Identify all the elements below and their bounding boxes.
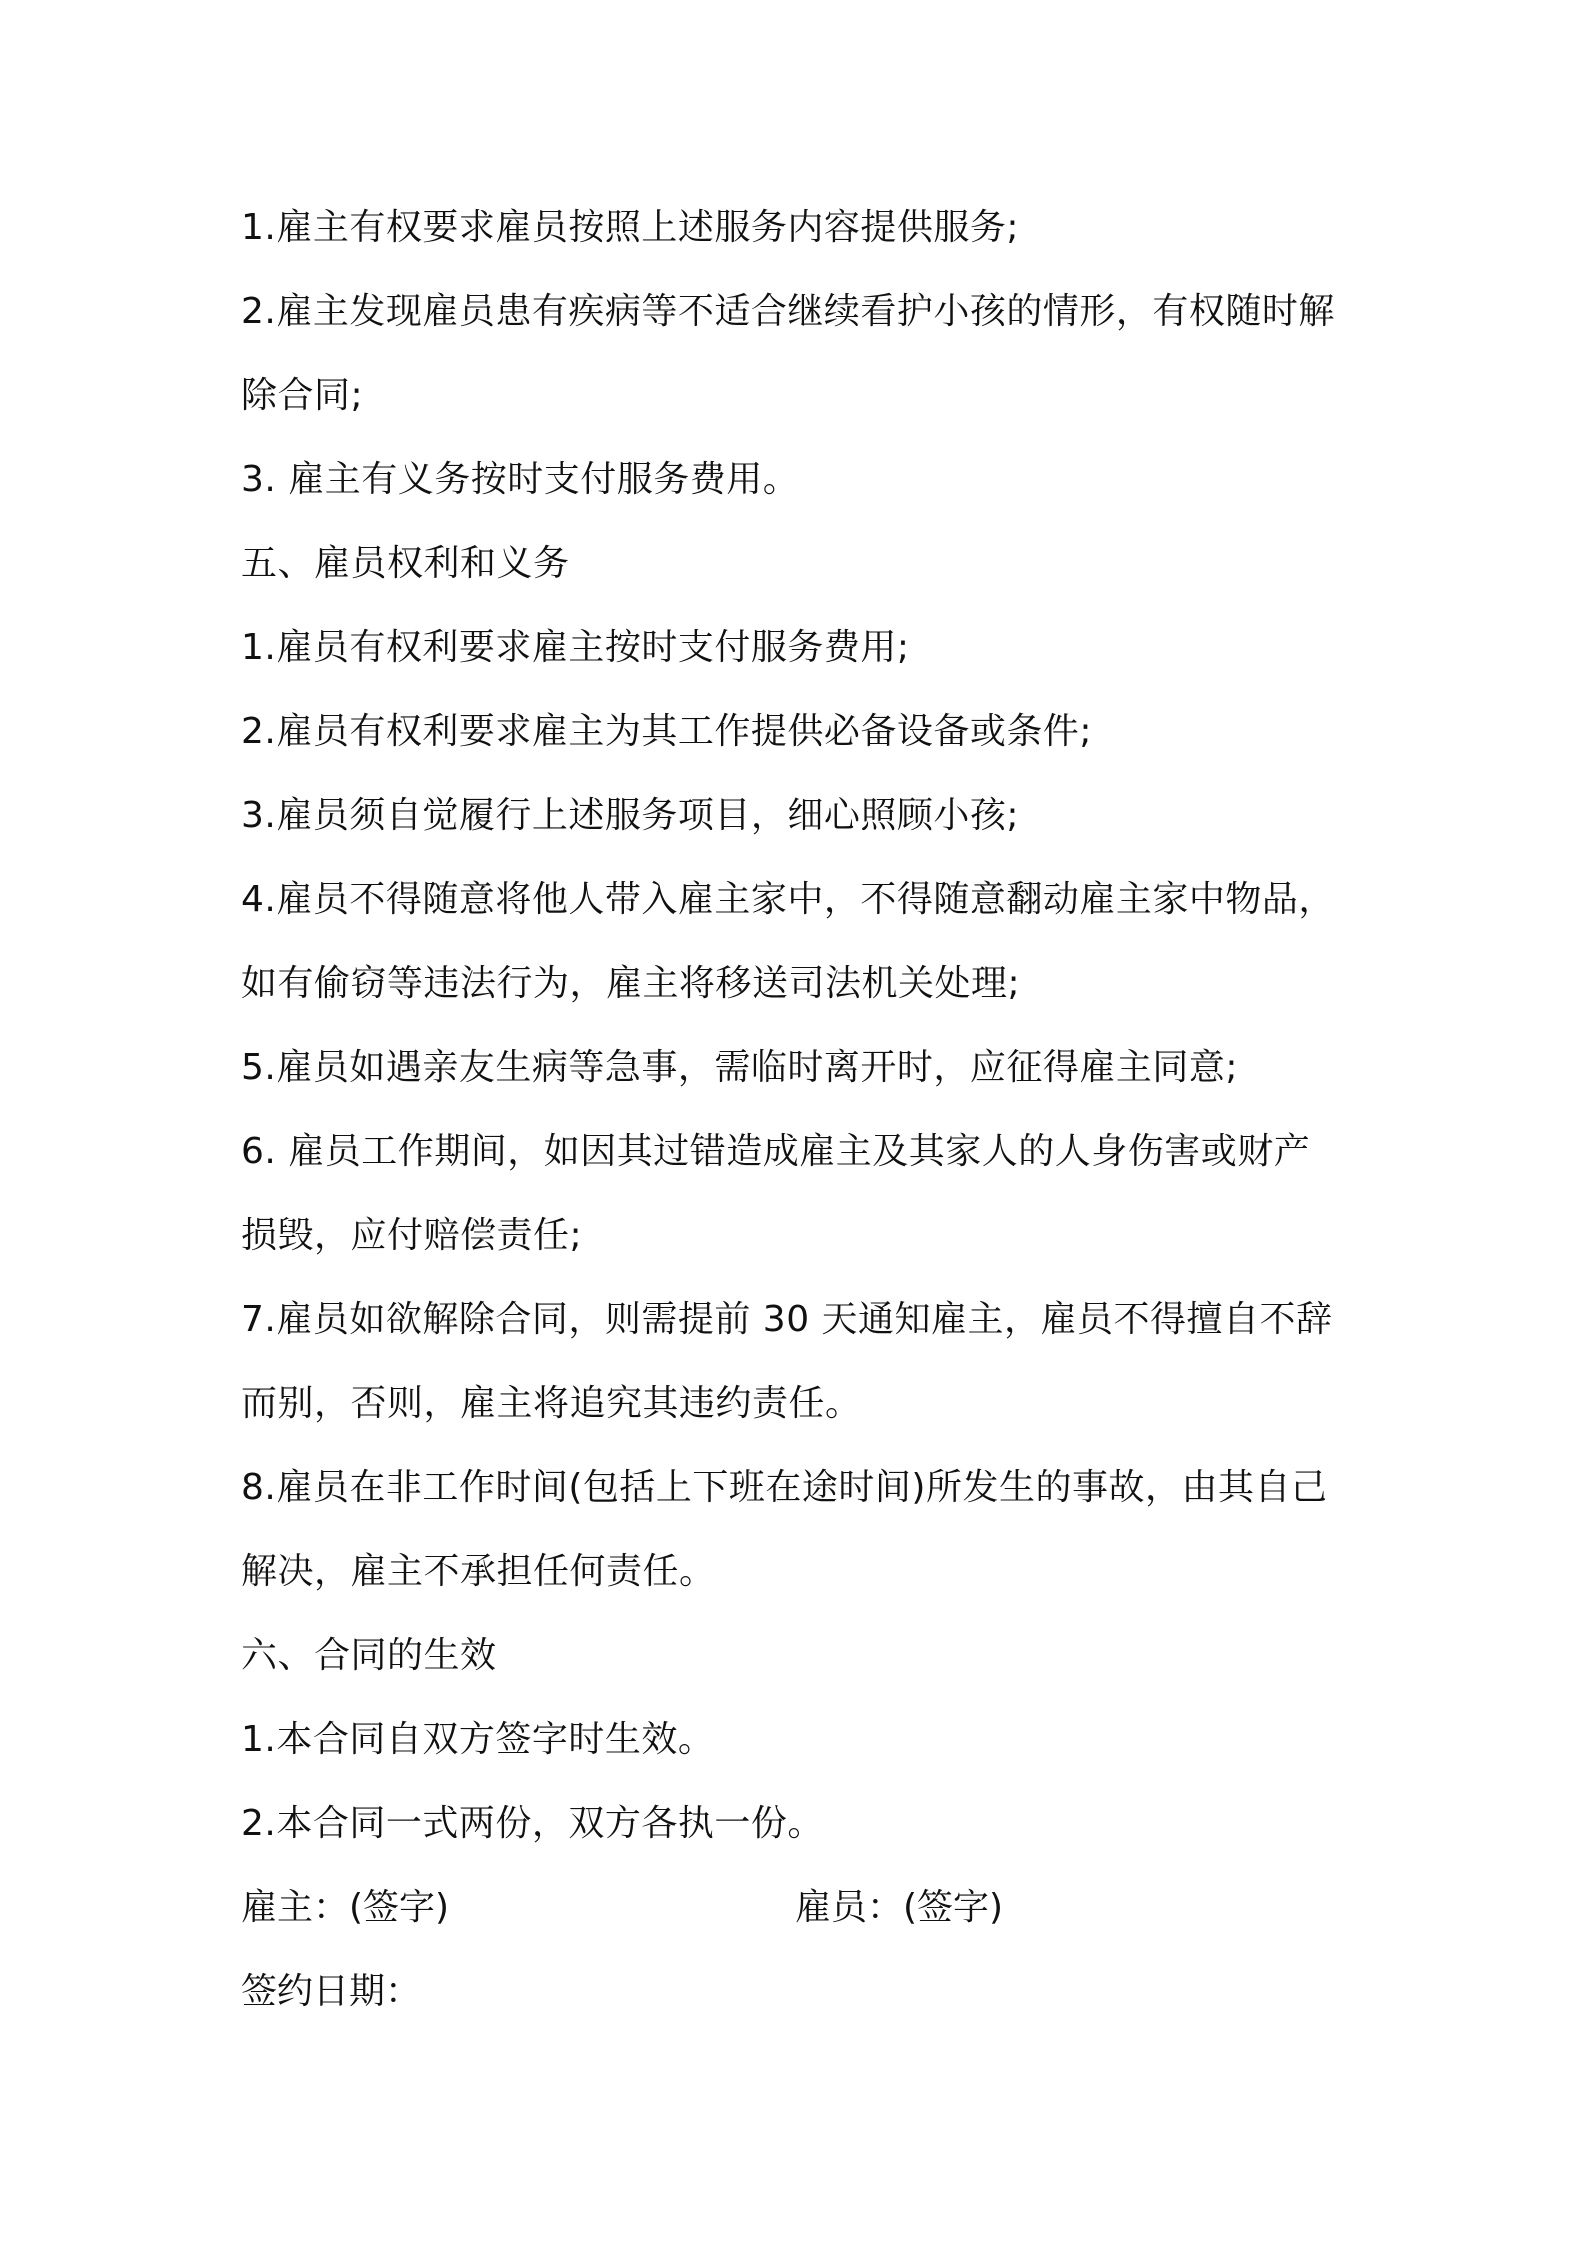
employee-duty-8-line1: 8.雇员在非工作时间(包括上下班在途时间)所发生的事故，由其自己	[241, 1467, 1328, 1508]
employer-right-1: 1.雇主有权要求雇员按照上述服务内容提供服务;	[241, 207, 1019, 248]
employee-duty-5: 5.雇员如遇亲友生病等急事，需临时离开时，应征得雇主同意;	[241, 1047, 1238, 1088]
effect-clause-2: 2.本合同一式两份，双方各执一份。	[241, 1803, 824, 1844]
employee-duty-8-line2: 解决，雇主不承担任何责任。	[241, 1551, 716, 1592]
section-6-heading: 六、合同的生效	[241, 1635, 497, 1676]
sign-date-label: 签约日期：	[241, 1971, 422, 2012]
employee-duty-7-line2: 而别，否则，雇主将追究其违约责任。	[241, 1383, 862, 1424]
employee-right-1: 1.雇员有权利要求雇主按时支付服务费用;	[241, 627, 910, 668]
employee-duty-6-line1: 6. 雇员工作期间，如因其过错造成雇主及其家人的人身伤害或财产	[241, 1131, 1311, 1172]
employer-right-2-line1: 2.雇主发现雇员患有疾病等不适合继续看护小孩的情形，有权随时解	[241, 291, 1335, 332]
employee-duty-4-line2: 如有偷窃等违法行为，雇主将移送司法机关处理;	[241, 963, 1021, 1004]
employer-duty-3: 3. 雇主有义务按时支付服务费用。	[241, 459, 800, 500]
effect-clause-1: 1.本合同自双方签字时生效。	[241, 1719, 715, 1760]
employer-right-2-line2: 除合同;	[241, 375, 364, 416]
employee-signature-label: 雇员：(签字)	[795, 1887, 1004, 1928]
employee-duty-6-line2: 损毁，应付赔偿责任;	[241, 1215, 583, 1256]
employer-signature-label: 雇主：(签字)	[241, 1887, 450, 1928]
employee-duty-4-line1: 4.雇员不得随意将他人带入雇主家中，不得随意翻动雇主家中物品，	[241, 879, 1335, 920]
section-5-heading: 五、雇员权利和义务	[241, 543, 570, 584]
employee-right-2: 2.雇员有权利要求雇主为其工作提供必备设备或条件;	[241, 711, 1092, 752]
employee-duty-7-line1: 7.雇员如欲解除合同，则需提前 30 天通知雇主，雇员不得擅自不辞	[241, 1299, 1333, 1340]
employee-duty-3: 3.雇员须自觉履行上述服务项目，细心照顾小孩;	[241, 795, 1019, 836]
